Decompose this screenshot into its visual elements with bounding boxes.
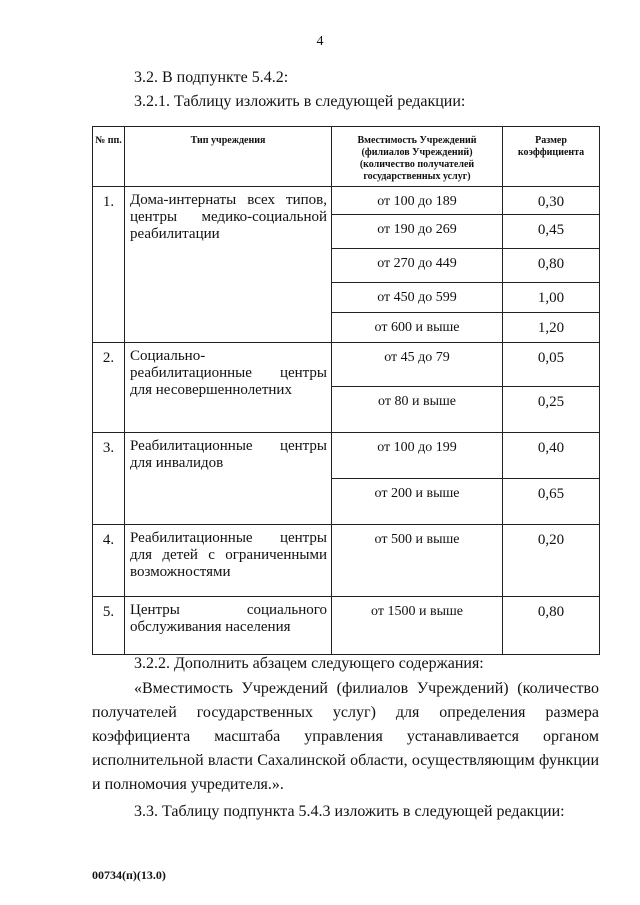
row-number: 2.: [93, 343, 125, 433]
coefficient-value: 0,80: [503, 249, 600, 283]
header-capacity: Вместимость Учреждений (филиалов Учреждений) (количество получателей государственных услуг): [332, 127, 503, 187]
capacity-range: от 80 и выше: [332, 387, 503, 433]
row-number: 5.: [93, 597, 125, 655]
capacity-range: от 100 до 189: [332, 187, 503, 215]
table-row: [93, 187, 600, 215]
capacity-range: от 450 до 599: [332, 283, 503, 313]
page-number: 4: [316, 34, 324, 49]
subsubsection-heading: 3.2.1. Таблицу изложить в следующей редакции:: [134, 93, 466, 110]
coefficient-value: 0,45: [503, 215, 600, 249]
header-coefficient: Размер коэффициента: [503, 127, 600, 187]
capacity-range: от 600 и выше: [332, 313, 503, 343]
capacity-range: от 270 до 449: [332, 249, 503, 283]
coefficient-value: 0,30: [503, 187, 600, 215]
table-body: [93, 187, 600, 655]
coefficient-value: 0,40: [503, 433, 600, 479]
institution-type: Центры социального обслуживания населения: [125, 597, 332, 655]
paragraph-3-2-2: 3.2.2. Дополнить абзацем следующего содержания:: [134, 655, 484, 672]
institution-type: Реабилитационные центры для детей с ограниченными возможностями: [125, 525, 332, 597]
document-code: 00734(п)(13.0): [92, 868, 166, 882]
institution-type: Дома-интернаты всех типов, центры медико-социальной реабилитации: [125, 187, 332, 343]
coefficient-value: 0,05: [503, 343, 600, 387]
capacity-range: от 1500 и выше: [332, 597, 503, 655]
coefficient-value: 0,25: [503, 387, 600, 433]
header-num: № пп.: [93, 127, 125, 187]
capacity-range: от 45 до 79: [332, 343, 503, 387]
row-number: 1.: [93, 187, 125, 343]
row-number: 3.: [93, 433, 125, 525]
coefficient-value: 0,20: [503, 525, 600, 597]
table-row: [93, 343, 600, 387]
capacity-range: от 100 до 199: [332, 433, 503, 479]
institution-type: Реабилитационные центры для инвалидов: [125, 433, 332, 525]
capacity-range: от 190 до 269: [332, 215, 503, 249]
coefficient-value: 0,65: [503, 479, 600, 525]
coefficient-value: 1,00: [503, 283, 600, 313]
row-number: 4.: [93, 525, 125, 597]
coefficient-table: [92, 126, 600, 655]
coefficient-value: 0,80: [503, 597, 600, 655]
coefficient-value: 1,20: [503, 313, 600, 343]
subsection-heading: 3.2. В подпункте 5.4.2:: [134, 69, 289, 86]
table-row: [93, 597, 600, 655]
table-header-row: [93, 127, 600, 187]
institution-type: Социально-реабилитационные центры для несовершеннолетних: [125, 343, 332, 433]
capacity-range: от 500 и выше: [332, 525, 503, 597]
header-type: Тип учреждения: [125, 127, 332, 187]
paragraph-3-3: 3.3. Таблицу подпункта 5.4.3 изложить в следующей редакции:: [134, 803, 565, 820]
table-row: [93, 525, 600, 597]
quoted-paragraph: «Вместимость Учреждений (филиалов Учреждений) (количество получателей государственных услуг) для определения размера коэффициента масштаба управления устанавливается органом исполнительной власти Сахалинской области, осуществляющим функции и полномочия учредителя.».: [92, 680, 599, 793]
table-row: [93, 433, 600, 479]
capacity-range: от 200 и выше: [332, 479, 503, 525]
